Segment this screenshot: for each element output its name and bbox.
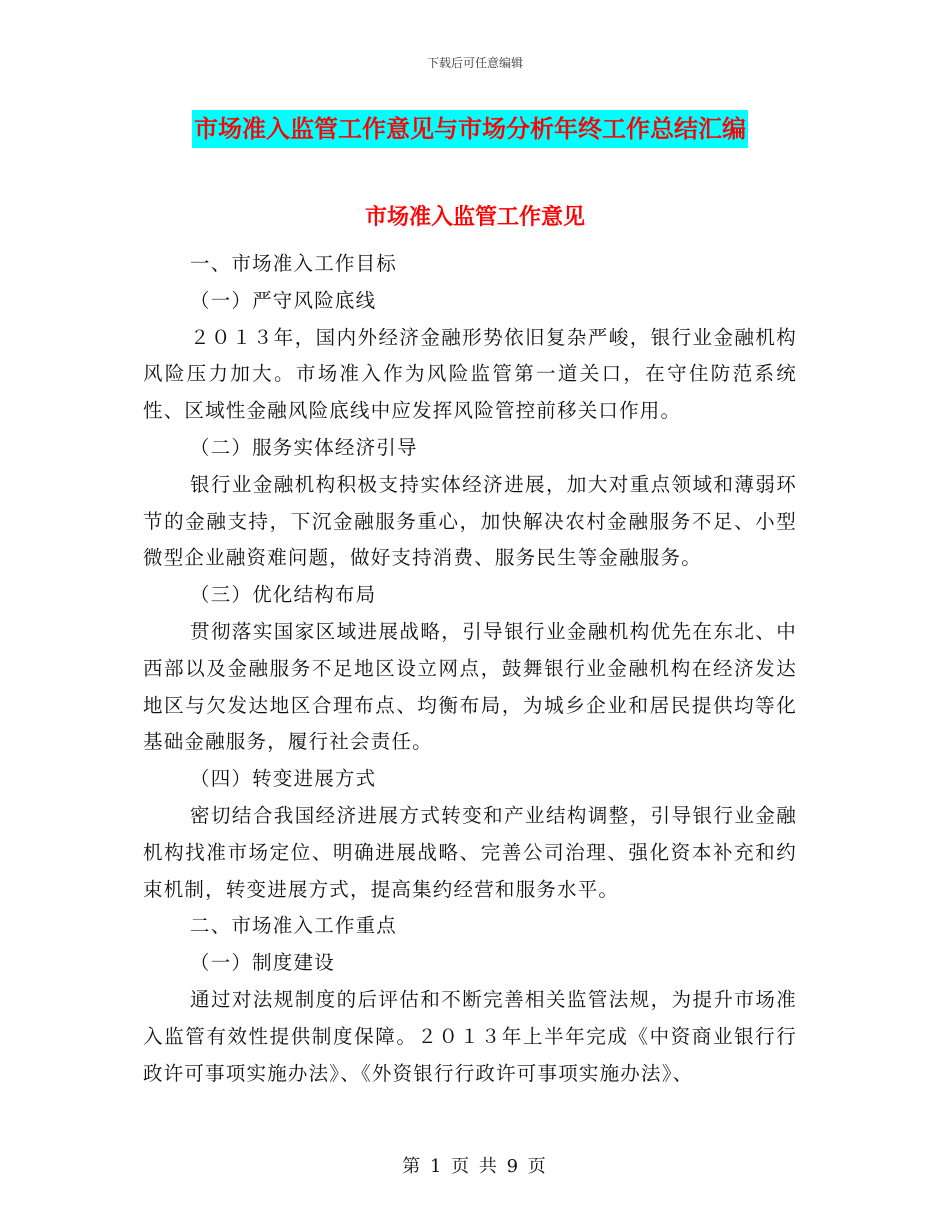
main-title: 市场准入监管工作意见与市场分析年终工作总结汇编	[192, 110, 748, 148]
paragraph-5: 通过对法规制度的后评估和不断完善相关监管法规，为提升市场准入监管有效性提供制度保障。２０１３年上半年完成《中资商业银行行政许可事项实施办法》、《外资银行行政许可事项实施办法》、	[143, 987, 797, 1085]
section-title: 市场准入监管工作意见	[364, 204, 585, 230]
subheading-1: （一）严守风险底线	[190, 288, 377, 312]
document-body	[143, 246, 797, 1092]
page-header-note: 下载后可任意编辑	[426, 56, 523, 70]
page-number-footer: 第 1 页 共 9 页	[402, 1156, 548, 1177]
subheading-4: （四）转变进展方式	[190, 767, 377, 791]
paragraph-3: 贯彻落实国家区域进展战略，引导银行业金融机构优先在东北、中西部以及金融服务不足地区设立网点，鼓舞银行业金融机构在经济发达地区与欠发达地区合理布点、均衡布局，为城乡企业和居民提供均等化基础金融服务，履行社会责任。	[143, 619, 797, 754]
subheading-3: （三）优化结构布局	[190, 583, 377, 607]
subheading-5: （一）制度建设	[190, 951, 335, 975]
heading-1: 一、市场准入工作目标	[190, 252, 398, 275]
paragraph-2: 银行业金融机构积极支持实体经济进展，加大对重点领域和薄弱环节的金融支持，下沉金融服务重心，加快解决农村金融服务不足、小型微型企业融资难问题，做好支持消费、服务民生等金融服务。	[143, 472, 797, 570]
paragraph-4: 密切结合我国经济进展方式转变和产业结构调整，引导银行业金融机构找准市场定位、明确进展战略、完善公司治理、强化资本补充和约束机制，转变进展方式，提高集约经营和服务水平。	[143, 803, 797, 901]
heading-2: 二、市场准入工作重点	[190, 914, 398, 938]
paragraph-1: ２０１３年，国内外经济金融形势依旧复杂严峻，银行业金融机构风险压力加大。市场准入作为风险监管第一道关口，在守住防范系统性、区域性金融风险底线中应发挥风险管控前移关口作用。	[143, 325, 797, 423]
subheading-2: （二）服务实体经济引导	[190, 435, 418, 459]
